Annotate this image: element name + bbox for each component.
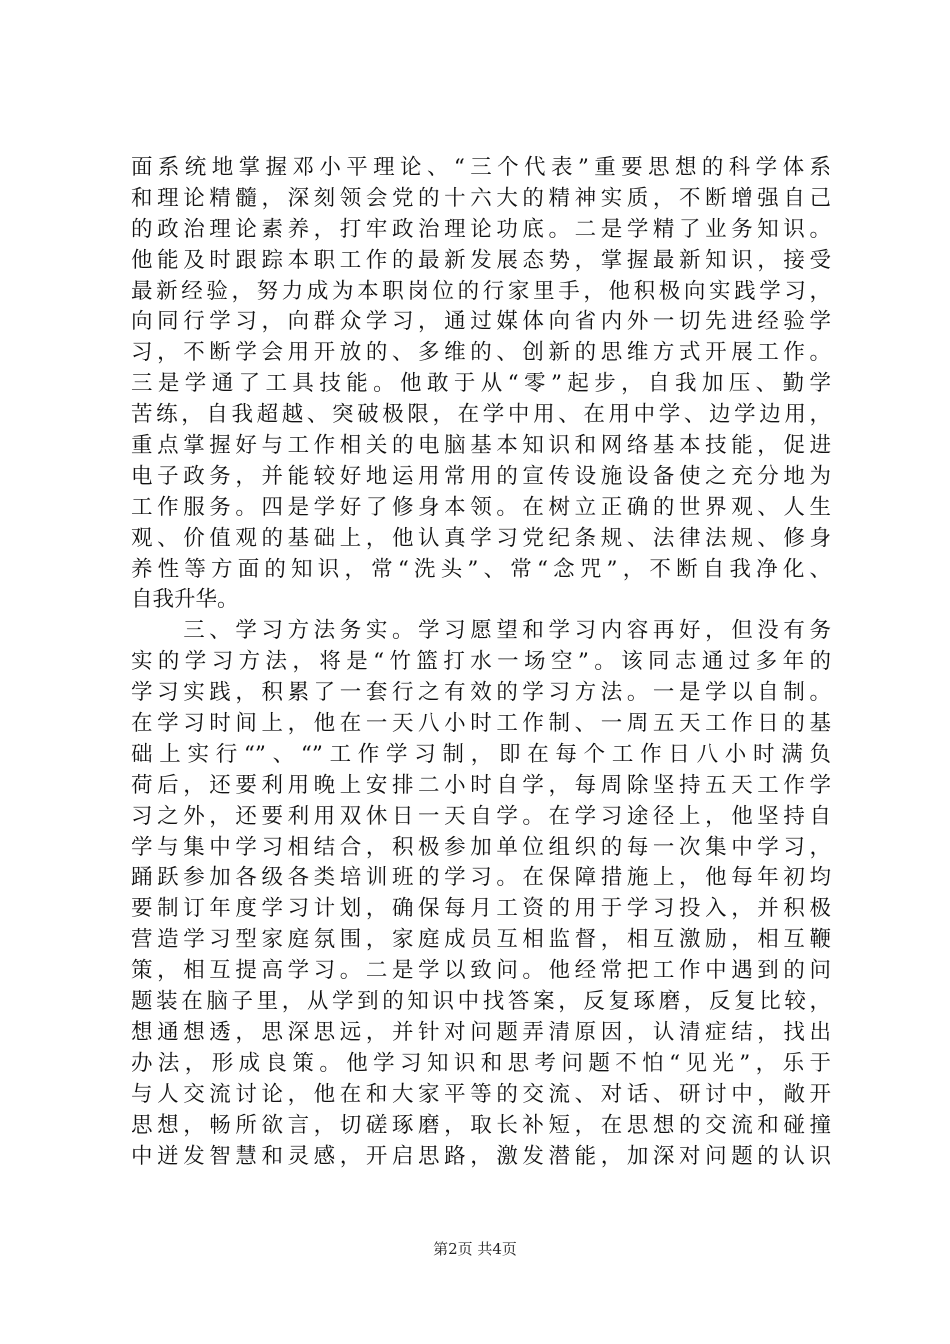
text-line: 最新经验，努力成为本职岗位的行家里手，他积极向实践学习， <box>131 278 831 304</box>
text-line: 他能及时跟踪本职工作的最新发展态势，掌握最新知识，接受 <box>131 247 831 273</box>
text-line: 面系统地掌握邓小平理论、“三个代表”重要思想的科学体系 <box>131 155 831 180</box>
text-line: 策，相互提高学习。二是学以致问。他经常把工作中遇到的问 <box>131 958 831 984</box>
text-line: 三、学习方法务实。学习愿望和学习内容再好，但没有务 <box>131 618 831 644</box>
text-line: 学与集中学习相结合，积极参加单位组织的每一次集中学习， <box>131 834 831 860</box>
text-line: 学习实践，积累了一套行之有效的学习方法。一是学以自制。 <box>131 680 831 706</box>
page-footer: 第2页 共4页 <box>433 1240 517 1258</box>
text-line: 要制订年度学习计划，确保每月工资的用于学习投入，并积极 <box>131 896 831 922</box>
text-line: 想通想透，思深思远，并针对问题弄清原因，认清症结，找出 <box>131 1019 831 1045</box>
text-line: 习，不断学会用开放的、多维的、创新的思维方式开展工作。 <box>131 340 831 366</box>
text-line: 础上实行“”、“”工作学习制，即在每个工作日八小时满负 <box>131 741 831 767</box>
text-line: 自我升华。 <box>131 587 239 613</box>
body-text <box>131 153 831 1172</box>
text-line: 营造学习型家庭氛围，家庭成员互相监督，相互激励，相互鞭 <box>131 927 831 953</box>
text-line: 重点掌握好与工作相关的电脑基本知识和网络基本技能，促进 <box>131 433 831 459</box>
text-line: 三是学通了工具技能。他敢于从“零”起步，自我加压、勤学 <box>131 371 831 397</box>
text-line: 向同行学习，向群众学习，通过媒体向省内外一切先进经验学 <box>131 309 831 335</box>
text-line: 工作服务。四是学好了修身本领。在树立正确的世界观、人生 <box>131 494 831 520</box>
text-line: 中迸发智慧和灵感，开启思路，激发潜能，加深对问题的认识 <box>131 1143 831 1169</box>
text-line: 在学习时间上，他在一天八小时工作制、一周五天工作日的基 <box>131 711 831 737</box>
text-line: 踊跃参加各级各类培训班的学习。在保障措施上，他每年初均 <box>131 865 831 891</box>
text-line: 题装在脑子里，从学到的知识中找答案，反复琢磨，反复比较， <box>131 989 831 1015</box>
text-line: 办法，形成良策。他学习知识和思考问题不怕“见光”，乐于 <box>131 1050 831 1076</box>
text-line: 观、价值观的基础上，他认真学习党纪条规、法律法规、修身 <box>131 525 831 551</box>
text-line: 思想，畅所欲言，切磋琢磨，取长补短，在思想的交流和碰撞 <box>131 1112 831 1138</box>
text-line: 实的学习方法，将是“竹篮打水一场空”。该同志通过多年的 <box>131 649 831 675</box>
text-line: 习之外，还要利用双休日一天自学。在学习途径上，他坚持自 <box>131 803 831 829</box>
text-line: 的政治理论素养，打牢政治理论功底。二是学精了业务知识。 <box>131 216 831 242</box>
text-line: 苦练，自我超越、突破极限，在学中用、在用中学、边学边用， <box>131 402 831 428</box>
text-line: 与人交流讨论，他在和大家平等的交流、对话、研讨中，敞开 <box>131 1081 831 1107</box>
text-line: 养性等方面的知识，常“洗头”、常“念咒”，不断自我净化、 <box>131 556 831 582</box>
text-line: 荷后，还要利用晚上安排二小时自学，每周除坚持五天工作学 <box>131 772 831 798</box>
text-line: 和理论精髓，深刻领会党的十六大的精神实质，不断增强自己 <box>131 185 831 211</box>
text-line: 电子政务，并能较好地运用常用的宣传设施设备使之充分地为 <box>131 463 831 489</box>
